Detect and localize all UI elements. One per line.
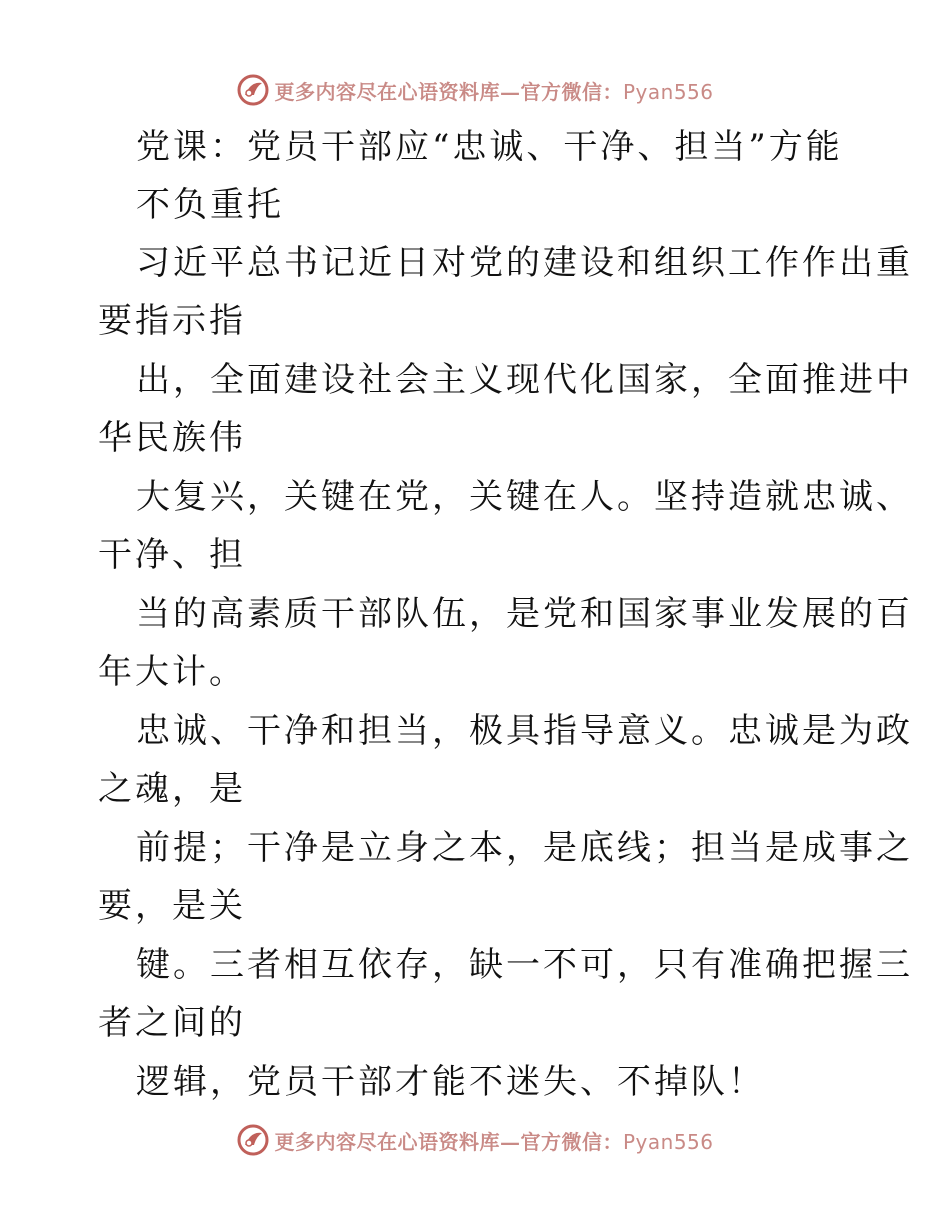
stamp-logo-icon: [236, 73, 270, 107]
paragraph-line: 年大计。: [98, 652, 246, 692]
paragraph-line: 华民族伟: [98, 418, 246, 458]
paragraph-line: 键。三者相互依存，缺一不可，只有准确把握三: [136, 945, 913, 985]
paragraph-line: 要指示指: [98, 301, 246, 341]
watermark-text: 更多内容尽在心语资料库—官方微信：Pyan556: [274, 1129, 714, 1154]
paragraph-line: 干净、担: [98, 535, 246, 575]
watermark-text: 更多内容尽在心语资料库—官方微信：Pyan556: [274, 79, 714, 104]
stamp-logo-icon: [236, 1123, 270, 1157]
paragraph-line: 大复兴，关键在党，关键在人。坚持造就忠诚、: [136, 477, 913, 517]
paragraph-line: 要，是关: [98, 886, 246, 926]
footer-watermark: [0, 1120, 950, 1160]
paragraph-line: 者之间的: [98, 1003, 246, 1043]
paragraph-line: 忠诚、干净和担当，极具指导意义。忠诚是为政: [136, 711, 913, 751]
title-line-2: 不负重托: [136, 185, 284, 225]
paragraph-line: 前提；干净是立身之本，是底线；担当是成事之: [136, 828, 913, 868]
paragraph-line: 逻辑，党员干部才能不迷失、不掉队！: [136, 1062, 765, 1102]
paragraph-line: 出，全面建设社会主义现代化国家，全面推进中: [136, 360, 913, 400]
paragraph-line: 当的高素质干部队伍，是党和国家事业发展的百: [136, 594, 913, 634]
paragraph-line: 之魂，是: [98, 769, 246, 809]
paragraph-line: 习近平总书记近日对党的建设和组织工作作出重: [136, 243, 913, 283]
header-watermark: [0, 70, 950, 110]
title-line-1: 党课：党员干部应“忠诚、干净、担当”方能: [136, 127, 843, 167]
